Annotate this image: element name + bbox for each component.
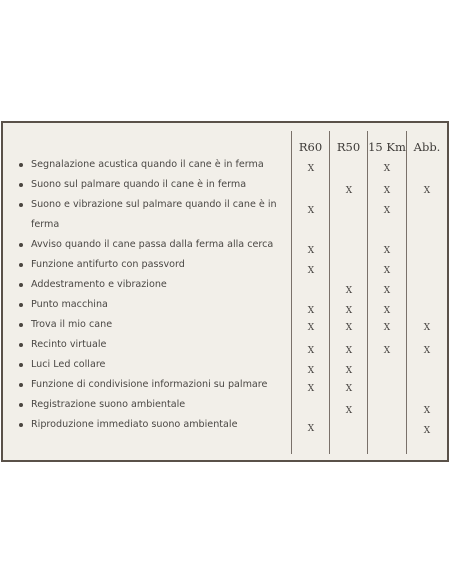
- check-mark-r50: X: [345, 406, 353, 416]
- feature-label: Suono sul palmare quando il cane è in ferma: [31, 179, 247, 190]
- feature-row: [3, 415, 447, 435]
- feature-label: Recinto virtuale: [31, 339, 107, 350]
- check-mark-15km: X: [383, 306, 391, 316]
- check-mark-r50: X: [345, 384, 353, 394]
- check-mark-abb: X: [423, 426, 431, 436]
- feature-label: Segnalazione acustica quando il cane è in ferma: [31, 159, 264, 170]
- check-mark-r50: X: [345, 346, 353, 356]
- check-mark-r60: X: [307, 246, 315, 256]
- bullet-icon: [19, 383, 23, 387]
- check-mark-abb: X: [423, 186, 431, 196]
- bullet-icon: [19, 243, 23, 247]
- check-mark-15km: X: [383, 246, 391, 256]
- bullet-icon: [19, 323, 23, 327]
- check-mark-abb: X: [423, 323, 431, 333]
- check-mark-r50: X: [345, 323, 353, 333]
- check-mark-15km: X: [383, 323, 391, 333]
- feature-label: Funzione antifurto con passvord: [31, 259, 185, 270]
- check-mark-r60: X: [307, 346, 315, 356]
- check-mark-r50: X: [345, 286, 353, 296]
- feature-comparison-table: [1, 121, 449, 462]
- check-mark-r50: X: [345, 366, 353, 376]
- check-mark-r60: X: [307, 366, 315, 376]
- feature-row: [3, 375, 447, 395]
- check-mark-15km: X: [383, 186, 391, 196]
- feature-row: [3, 155, 447, 175]
- feature-row: [3, 235, 447, 255]
- column-header-abb: Abb.: [413, 140, 441, 154]
- bullet-icon: [19, 303, 23, 307]
- feature-row: [3, 395, 447, 415]
- feature-row: [3, 335, 447, 355]
- check-mark-15km: X: [383, 266, 391, 276]
- bullet-icon: [19, 423, 23, 427]
- check-mark-15km: X: [383, 346, 391, 356]
- check-mark-15km: X: [383, 206, 391, 216]
- bullet-icon: [19, 163, 23, 167]
- feature-label: Addestramento e vibrazione: [31, 279, 167, 290]
- check-mark-15km: X: [383, 164, 391, 174]
- check-mark-r60: X: [307, 323, 315, 333]
- check-mark-r60: X: [307, 266, 315, 276]
- check-mark-r50: X: [345, 186, 353, 196]
- bullet-icon: [19, 283, 23, 287]
- feature-label: Suono e vibrazione sul palmare quando il cane è in ferma: [31, 199, 277, 230]
- bullet-icon: [19, 343, 23, 347]
- feature-row: [3, 175, 447, 195]
- check-mark-abb: X: [423, 406, 431, 416]
- check-mark-r60: X: [307, 164, 315, 174]
- feature-row: [3, 355, 447, 375]
- bullet-icon: [19, 403, 23, 407]
- bullet-icon: [19, 263, 23, 267]
- check-mark-r60: X: [307, 206, 315, 216]
- feature-label: Funzione di condivisione informazioni su palmare: [31, 379, 268, 390]
- feature-row: [3, 255, 447, 275]
- check-mark-abb: X: [423, 346, 431, 356]
- bullet-icon: [19, 183, 23, 187]
- feature-row: [3, 195, 447, 235]
- feature-label: Avviso quando il cane passa dalla ferma alla cerca: [31, 239, 274, 250]
- bullet-icon: [19, 203, 23, 207]
- column-header-r50: R50: [336, 140, 361, 154]
- column-header-r60: R60: [298, 140, 323, 154]
- check-mark-r50: X: [345, 306, 353, 316]
- check-mark-15km: X: [383, 286, 391, 296]
- check-mark-r60: X: [307, 306, 315, 316]
- check-mark-r60: X: [307, 424, 315, 434]
- feature-label: Punto macchina: [31, 299, 108, 310]
- check-mark-r60: X: [307, 384, 315, 394]
- feature-label: Trova il mio cane: [31, 319, 113, 330]
- feature-row: [3, 275, 447, 295]
- feature-row: [3, 315, 447, 335]
- column-header-15km: 15 Km: [368, 140, 406, 154]
- feature-label: Registrazione suono ambientale: [31, 399, 186, 410]
- feature-row: [3, 295, 447, 315]
- feature-label: Riproduzione immediato suono ambientale: [31, 419, 238, 430]
- feature-label: Luci Led collare: [31, 359, 106, 370]
- bullet-icon: [19, 363, 23, 367]
